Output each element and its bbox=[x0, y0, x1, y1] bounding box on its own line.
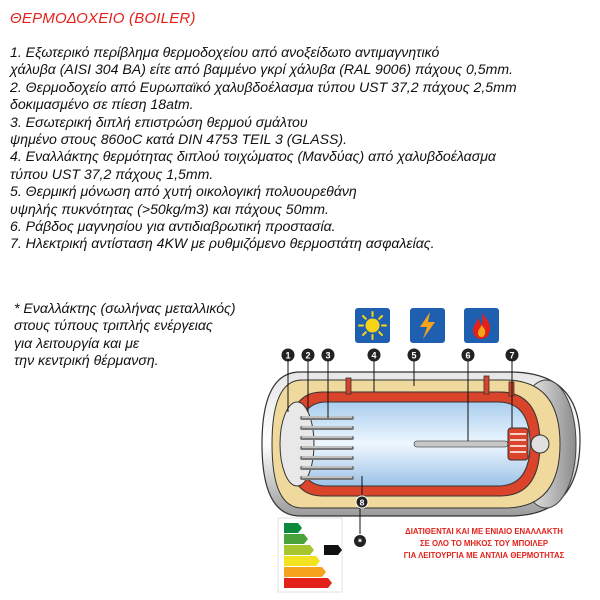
callout-7 bbox=[506, 349, 519, 362]
svg-text:5: 5 bbox=[411, 350, 417, 361]
spec-line: 3. Εσωτερική διπλή επιστρώση θερμού σμάλτου bbox=[10, 113, 308, 130]
note-line: στους τύπους τριπλής ενέργειας bbox=[14, 317, 213, 334]
note-line: για λειτουργία και με bbox=[14, 334, 140, 351]
svg-text:3: 3 bbox=[325, 350, 331, 361]
svg-text:4: 4 bbox=[371, 350, 377, 361]
callout-8 bbox=[356, 496, 368, 508]
svg-text:8: 8 bbox=[359, 497, 365, 508]
svg-text:*: * bbox=[358, 537, 362, 549]
energy-class-bar bbox=[284, 556, 320, 566]
callout-6 bbox=[462, 349, 475, 362]
tank-dome bbox=[280, 402, 314, 486]
spec-line: δοκιμασμένο σε πίεση 18atm. bbox=[10, 96, 194, 113]
callout-5 bbox=[408, 349, 421, 362]
spec-line: 4. Εναλλάκτης θερμότητας διπλού τοιχώματος (Μανδύας) από χαλυβδοέλασμα bbox=[10, 148, 496, 165]
note-line: την κεντρική θέρμανση. bbox=[14, 352, 159, 369]
energy-class-bar bbox=[284, 567, 326, 577]
availability-note bbox=[368, 526, 600, 562]
availability-line: ΣΕ ΟΛΟ ΤΟ ΜΗΚΟΣ ΤΟΥ ΜΠΟΙΛΕΡ bbox=[419, 539, 549, 548]
spec-line: υψηλής πυκνότητας (>50kg/m3) και πάχους 50mm. bbox=[10, 200, 329, 217]
spec-line: 1. Εξωτερικό περίβλημα θερμοδοχείου από ανοξείδωτο αντιμαγνητικό bbox=[10, 44, 440, 60]
energy-label bbox=[278, 518, 342, 592]
note-line: * Εναλλάκτης (σωλήνας μεταλλικός) bbox=[14, 300, 236, 316]
energy-class-bar bbox=[284, 545, 314, 555]
svg-text:1: 1 bbox=[285, 350, 291, 361]
svg-text:2: 2 bbox=[305, 350, 311, 361]
magnesium-rod bbox=[414, 441, 508, 447]
spec-line: ψημένο στους 860oC κατά DIN 4753 TEIL 3 (GLASS). bbox=[10, 131, 348, 148]
svg-text:7: 7 bbox=[509, 350, 515, 361]
availability-line: ΔΙΑΤΙΘΕΝΤΑΙ ΚΑΙ ΜΕ ΕΝΙΑΙΟ ΕΝΑΛΛΑΚΤΗ bbox=[405, 527, 563, 536]
callout-star bbox=[354, 535, 366, 548]
energy-class-bar bbox=[284, 578, 332, 588]
availability-line: ΓΙΑ ΛΕΙΤΟΥΡΓΙΑ ΜΕ ΑΝΤΛΙΑ ΘΕΡΜΟΤΗΤΑΣ bbox=[403, 551, 565, 560]
svg-text:6: 6 bbox=[465, 350, 471, 361]
callout-3 bbox=[322, 349, 335, 362]
spec-line: τύπου UST 37,2 πάχους 1,5mm. bbox=[10, 165, 214, 182]
callout-1 bbox=[282, 349, 295, 362]
callout-2 bbox=[302, 349, 315, 362]
spec-line: 7. Ηλεκτρική αντίσταση 4KW με ρυθμιζόμενο θερμοστάτη ασφαλείας. bbox=[10, 235, 435, 252]
spec-line: 5. Θερμική μόνωση από χυτή οικολογική πολυουρεθάνη bbox=[10, 183, 357, 200]
page-title: ΘΕΡΜΟΔΟΧΕΙΟ (BOILER) bbox=[10, 10, 196, 27]
spec-line: χάλυβα (AISI 304 BA) είτε από βαμμένο γκρί χάλυβα (RAL 9006) πάχους 0,5mm. bbox=[10, 61, 514, 78]
spec-line: 6. Ράβδος μαγνησίου για αντιδιαβρωτική προστασία. bbox=[10, 218, 336, 235]
callout-4 bbox=[368, 349, 381, 362]
spec-line: 2. Θερμοδοχείο από Ευρωπαϊκό χαλυβδοέλασμα τύπου UST 37,2 πάχους 2,5mm bbox=[10, 78, 517, 95]
energy-class-bar bbox=[284, 534, 308, 544]
